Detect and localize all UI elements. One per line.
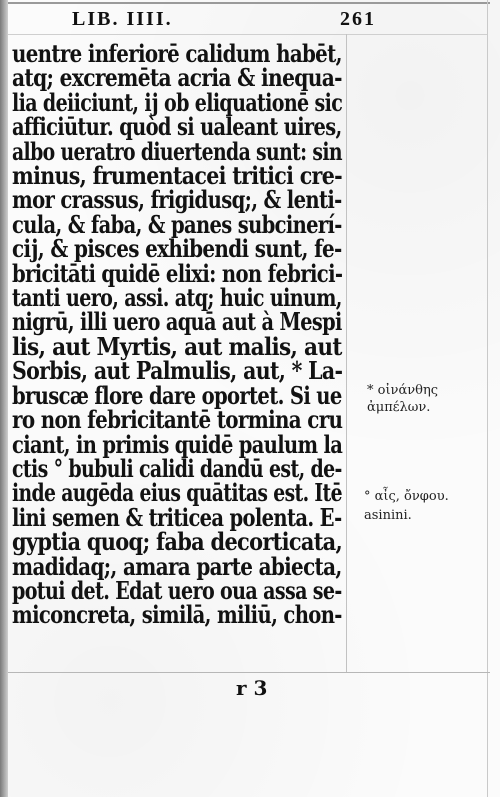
main-text-column — [12, 39, 346, 630]
running-head-title: LIB. IIII. — [72, 8, 173, 30]
margin-note-line: * οἰνάνθης — [367, 383, 439, 398]
text-line: cĳ, & pisces exhibendi sunt, fe- — [12, 234, 342, 264]
text-line: albo ueratro diuertenda sunt: sin — [12, 136, 342, 166]
text-line: miconcreta, similā, miliū, chon- — [12, 600, 342, 630]
text-line: madidaq;, amara parte abiecta, — [12, 551, 342, 581]
text-line: gyptia quoq; faba decorticata, — [12, 527, 343, 557]
bottom-rule — [8, 672, 490, 673]
text-line: potui det. Edat uero oua assa se- — [12, 575, 342, 605]
text-line: mor crassus, frigidusq;, & lenti- — [12, 185, 342, 215]
top-rule — [8, 2, 490, 4]
margin-note-line: ° αἶς, ὄνφου. — [364, 489, 449, 504]
margin-note-line: ἀμπέλων. — [367, 400, 431, 415]
text-line: Sorbis, aut Palmulis, aut, * La- — [12, 356, 343, 386]
text-line: lia deiiciunt, ĳ ob eliquationē sic — [12, 87, 343, 117]
text-line: uentre inferiorē calidum habēt, — [12, 39, 342, 68]
text-line: nigrū, illi uero aquā aut à Mespi — [12, 307, 342, 337]
page-gutter-shadow — [0, 0, 8, 797]
text-line: ro non febricitantē tormina cru — [12, 405, 343, 435]
text-line: ctis ° bubuli calidi dandū est, de- — [12, 453, 342, 483]
text-line: lini semen & triticea polenta. E- — [12, 502, 342, 532]
text-line: lis, aut Myrtis, aut malis, aut — [12, 331, 342, 361]
text-line: afficiūtur. quòd si ualeant uires, — [12, 112, 342, 142]
margin-note-line: asinini. — [364, 508, 412, 523]
text-line: cula, & faba, & panes subcinerí- — [12, 209, 342, 239]
folio-number: 261 — [340, 8, 376, 30]
text-line: atq; excremēta acria & inequa- — [12, 63, 342, 93]
text-line: bruscæ flore dare oportet. Si ue — [12, 380, 342, 410]
margin-note-greek-2 — [364, 487, 449, 525]
margin-rule — [346, 34, 347, 672]
outer-margin-rule — [487, 0, 488, 797]
header-rule — [8, 34, 488, 35]
signature-mark: r 3 — [236, 676, 268, 700]
text-line: tanti uero, assi. atq; huic uinum, — [12, 283, 342, 313]
margin-note-greek-1 — [367, 382, 438, 416]
text-line: ciant, in primis quidē paulum la — [12, 429, 343, 459]
text-line: minus, frumentacei tritici cre- — [12, 161, 342, 191]
text-line: bricitāti quidē elixi: non febrici- — [12, 258, 343, 288]
running-header — [72, 8, 376, 34]
text-line: inde augēda eius quātitas est. Itē — [12, 478, 342, 508]
